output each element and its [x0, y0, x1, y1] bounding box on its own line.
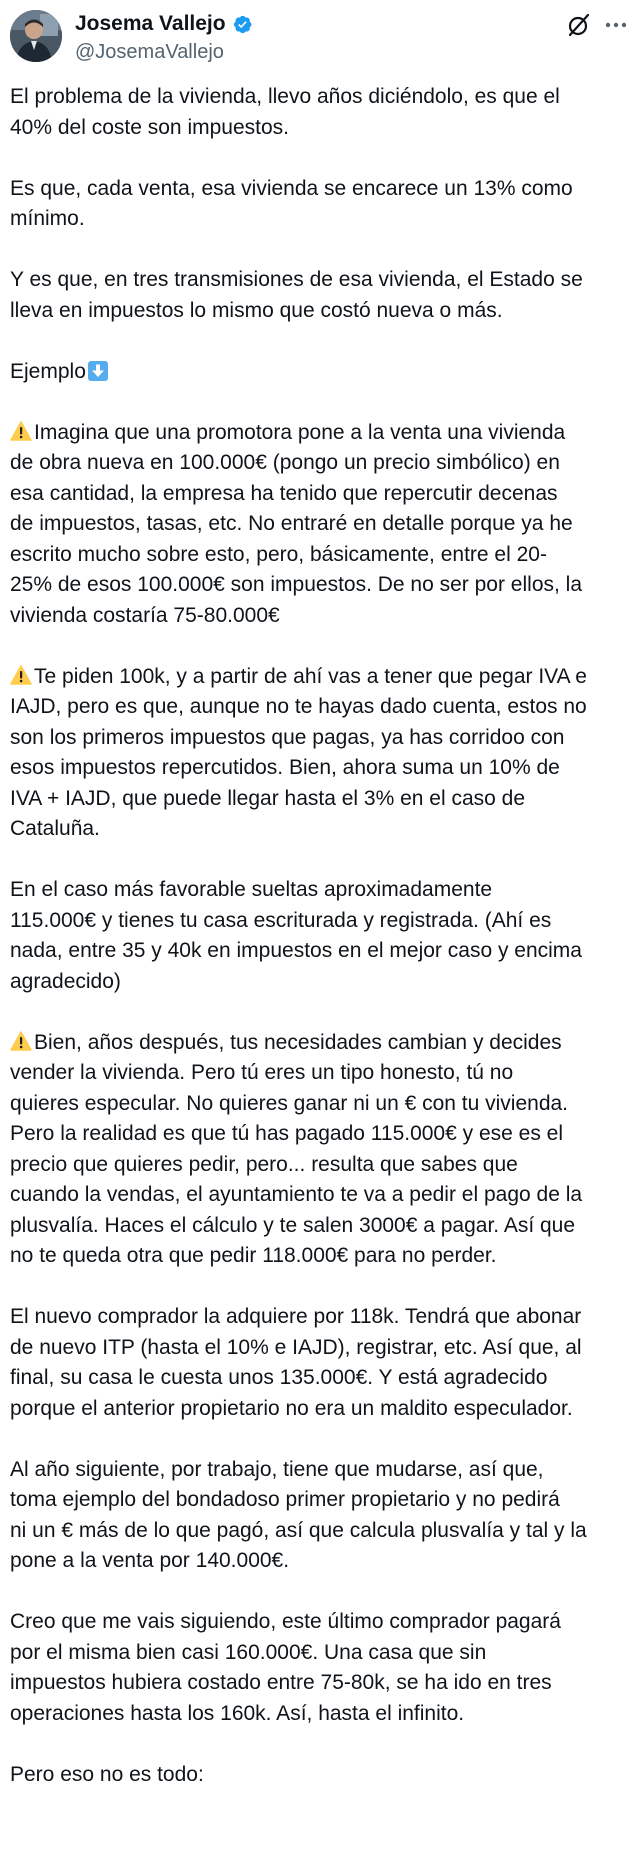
author-display-name[interactable]: Josema Vallejo [75, 12, 226, 35]
text-line: quieres especular. No quieres ganar ni un € con tu vivienda. [10, 1091, 569, 1115]
tweet-paragraph [10, 875, 628, 997]
text-line: El problema de la vivienda, llevo años diciéndolo, es que el [10, 85, 560, 108]
text-line: pone a la venta por 140.000€. [10, 1549, 290, 1572]
text-line: escrito mucho sobre esto, pero, básicamente, entre el 20- [10, 542, 547, 566]
grok-icon[interactable] [566, 12, 592, 38]
text-segment: Te piden 100k, y a partir de ahí vas a tener que pegar IVA e [34, 664, 587, 688]
more-options-icon[interactable] [603, 14, 629, 36]
warning-emoji-icon [10, 421, 32, 441]
text-line: agradecido) [10, 969, 121, 993]
text-line: por el misma bien casi 160.000€. Una casa que sin [10, 1640, 487, 1664]
text-line: de impuestos, tasas, etc. No entraré en detalle porque ya he [10, 512, 573, 535]
text-line: En el caso más favorable sueltas aproximadamente [10, 878, 493, 901]
text-segment: Ejemplo [10, 359, 86, 383]
avatar[interactable] [10, 10, 62, 62]
text-line: no te queda otra que pedir 118.000€ para no perder. [10, 1244, 497, 1267]
text-line: vivienda costaría 75-80.000€ [10, 603, 280, 627]
text-line: esos impuestos repercutidos. Bien, ahora suma un 10% de [10, 756, 560, 779]
text-line: esa cantidad, la empresa ha tenido que repercutir decenas [10, 481, 558, 505]
text-line: de obra nueva en 100.000€ (pongo un precio simbólico) en [10, 451, 560, 474]
tweet-paragraph [10, 174, 628, 235]
tweet-text [10, 82, 628, 1790]
text-line: cuando la vendas, el ayuntamiento te va a pedir el pago de la [10, 1183, 583, 1206]
text-line: El nuevo comprador la adquiere por 118k. Tendrá que abonar [10, 1305, 582, 1328]
text-line: Y es que, en tres transmisiones de esa vivienda, el Estado se [10, 268, 583, 291]
text-line: porque el anterior propietario no era un maldito especulador. [10, 1396, 573, 1420]
down-arrow-emoji-icon [87, 360, 109, 382]
text-line [10, 1028, 628, 1059]
text-line [10, 418, 628, 449]
verified-badge-icon [232, 14, 253, 35]
tweet-paragraph [10, 1607, 628, 1729]
author-name-row [75, 12, 253, 36]
text-line: Es que, cada venta, esa vivienda se encarece un 13% como [10, 176, 573, 200]
text-line: Pero eso no es todo: [10, 1762, 204, 1786]
text-segment: Imagina que una promotora pone a la venta una vivienda [34, 420, 566, 444]
text-line: lleva en impuestos lo mismo que costó nueva o más. [10, 298, 503, 322]
tweet-paragraph [10, 1760, 628, 1791]
author-handle[interactable]: @JosemaVallejo [75, 41, 224, 63]
text-line: IVA + IAJD, que puede llegar hasta el 3% en el caso de [10, 786, 526, 810]
text-line: Pero la realidad es que tú has pagado 115.000€ y ese es el [10, 1122, 564, 1145]
tweet-paragraph [10, 662, 628, 845]
text-line: 25% de esos 100.000€ son impuestos. De no ser por ellos, la [10, 573, 583, 596]
text-line: de nuevo ITP (hasta el 10% e IAJD), registrar, etc. Así que, al [10, 1335, 582, 1359]
tweet-paragraph [10, 1455, 628, 1577]
text-segment: Bien, años después, tus necesidades cambian y decides [34, 1030, 562, 1054]
text-line [10, 357, 628, 388]
tweet-header [0, 0, 636, 76]
text-line: plusvalía. Haces el cálculo y te salen 3000€ a pagar. Así que [10, 1213, 576, 1237]
tweet-paragraph [10, 82, 628, 143]
text-line: final, su casa le cuesta unos 135.000€. Y está agradecido [10, 1366, 548, 1389]
text-line: vender la vivienda. Pero tú eres un tipo honesto, tú no [10, 1061, 514, 1084]
text-line [10, 662, 628, 693]
tweet-paragraph [10, 357, 628, 388]
tweet-paragraph [10, 1302, 628, 1424]
text-line: 115.000€ y tienes tu casa escriturada y registrada. (Ahí es [10, 908, 552, 932]
text-line: 40% del coste son impuestos. [10, 115, 289, 139]
text-line: Creo que me vais siguiendo, este último comprador pagará [10, 1610, 561, 1633]
text-line: impuestos hubiera costado entre 75-80k, se ha ido en tres [10, 1671, 552, 1694]
text-line: ni un € más de lo que pagó, así que calcula plusvalía y tal y la [10, 1518, 587, 1542]
text-line: operaciones hasta los 160k. Así, hasta el infinito. [10, 1701, 465, 1725]
text-line: precio que quieres pedir, pero... resulta que sabes que [10, 1152, 518, 1176]
tweet-paragraph [10, 418, 628, 632]
text-line: Al año siguiente, por trabajo, tiene que mudarse, así que, [10, 1457, 544, 1481]
tweet-paragraph [10, 265, 628, 326]
text-line: mínimo. [10, 207, 85, 230]
text-line: IAJD, pero es que, aunque no te hayas dado cuenta, estos no [10, 695, 587, 718]
text-line: toma ejemplo del bondadoso primer propietario y no pedirá [10, 1488, 560, 1511]
text-line: nada, entre 35 y 40k en impuestos en el mejor caso y encima [10, 939, 582, 962]
text-line: son los primeros impuestos que pagas, ya has corridoo con [10, 725, 565, 749]
warning-emoji-icon [10, 665, 32, 685]
warning-emoji-icon [10, 1031, 32, 1051]
text-line: Cataluña. [10, 817, 100, 840]
tweet-paragraph [10, 1028, 628, 1272]
